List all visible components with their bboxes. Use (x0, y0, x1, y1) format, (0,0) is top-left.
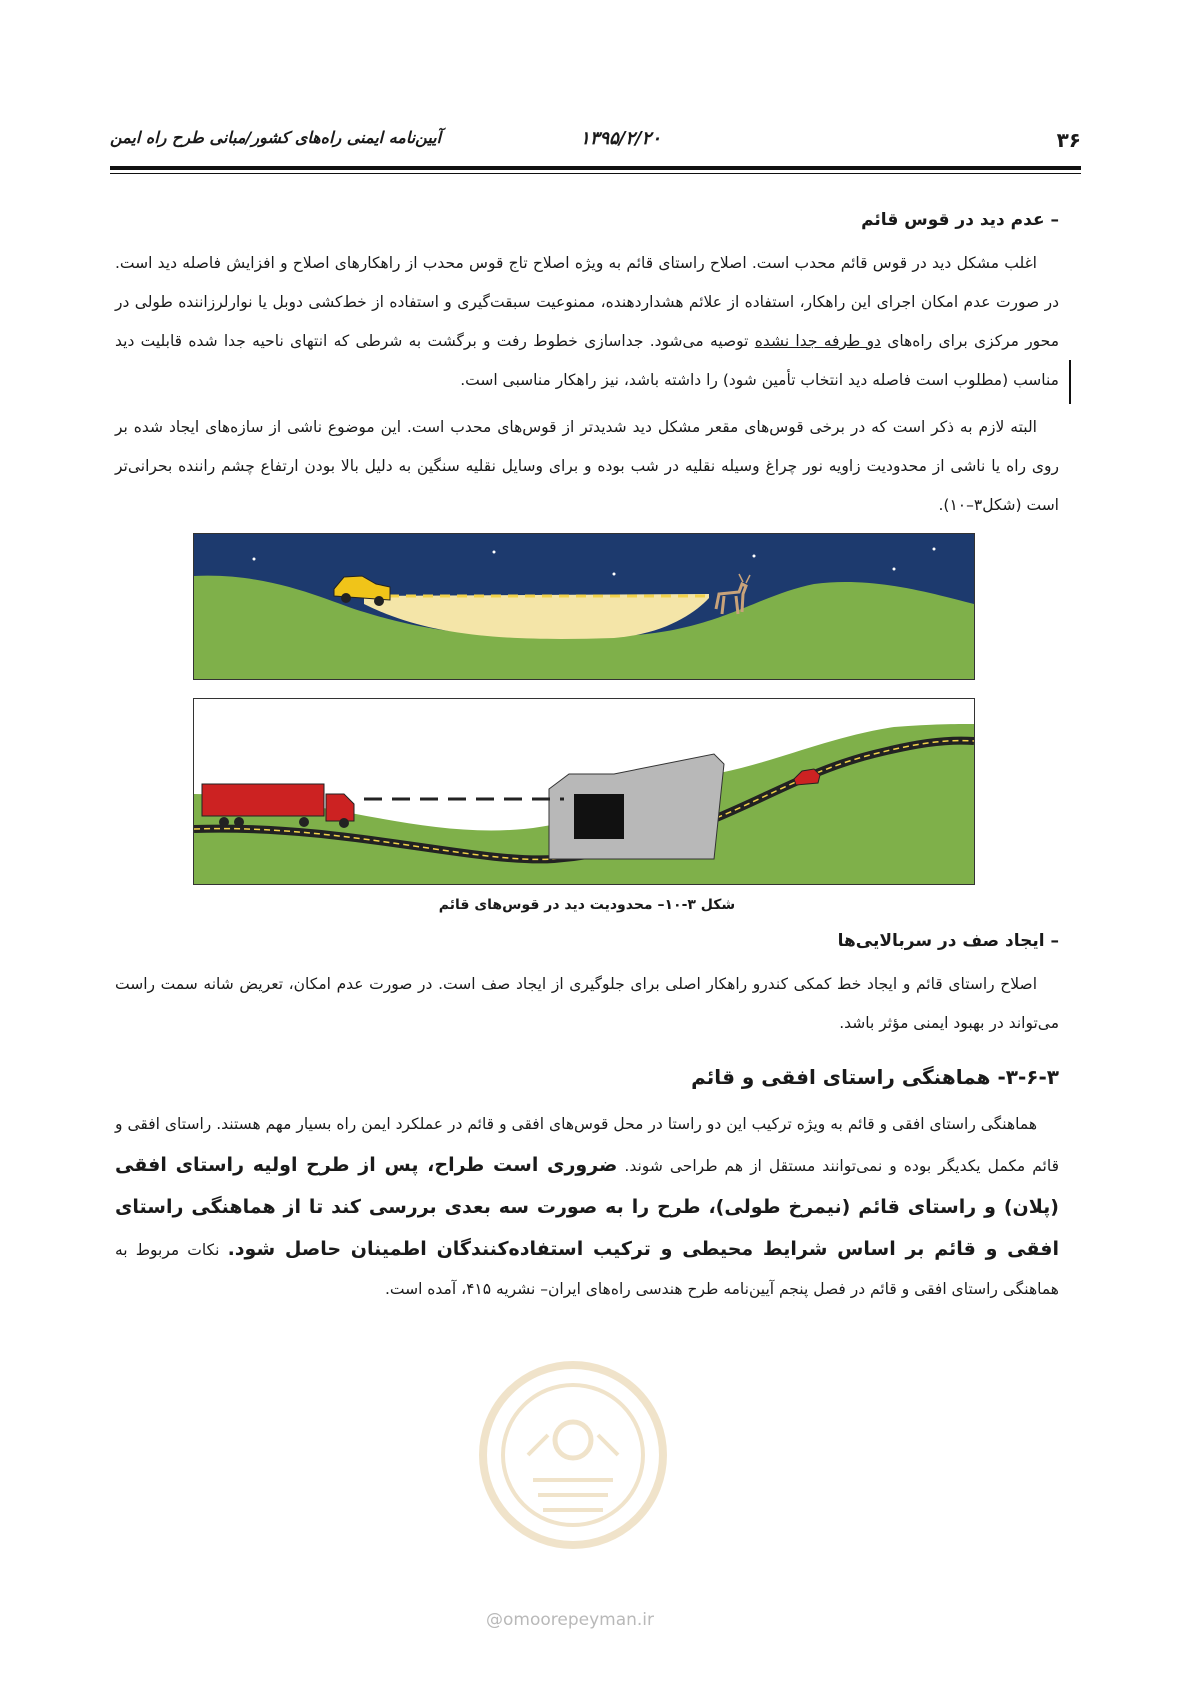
header-rule-thick (110, 166, 1081, 170)
header-title: آیین‌نامه ایمنی راه‌های کشور/مبانی طرح راه ایمن (110, 128, 442, 147)
section-heading-vertical-curve-sight: – عدم دید در قوس قائم (861, 210, 1059, 230)
paragraph: البته لازم به ذکر است که در برخی قوس‌های مقعر مشکل دید شدیدتر از قوس‌های محدب است. این موضوع ناشی از سازه‌های ایجاد شده بر روی راه یا ناشی از محدودیت زاویه نور چراغ وسیله نقلیه در شب بوده و برای وسایل نقلیه سنگین به دلیل بالا بودن ارتفاع چشم راننده بحرانی‌تر است (شکل۳–۱۰). (115, 418, 1059, 514)
paragraph (115, 244, 1059, 400)
emphasized-text: ضروری است طراح، پس از طرح اولیه راستای افقی (پلان) و راستای قائم (نیمرخ طولی)، طرح را به صورت سه بعدی بررسی کند تا از هماهنگی راستای افقی و قائم بر اساس شرایط محیطی و ترکیب استفاده‌کنندگان اطمینان حاصل شود. (115, 1154, 1059, 1260)
paragraph-text: توصیه می‌شود. جداسازی خطوط رفت و برگشت به شرطی که انتهای ناحیه جدا شده قابلیت دید مناسب (مطلوب است فاصله دید انتخاب تأمین شود) را داشته باشد، نیز راهکار مناسبی است. (115, 332, 1059, 389)
section-heading-alignment-coordination: ۳-۶-۳- هماهنگی راستای افقی و قائم (691, 1065, 1059, 1089)
watermark-logo (478, 1360, 668, 1550)
page-number: ۳۶ (1056, 128, 1081, 152)
figure-vertical-curve-sight (115, 533, 1059, 885)
section-heading-uphill-queue: – ایجاد صف در سربالایی‌ها (837, 931, 1059, 951)
header-date: ۱۳۹۵/۲/۲۰ (580, 128, 661, 149)
footer-url: @omoorepeyman.ir (485, 1610, 655, 1630)
paragraph-text: هماهنگی راستای افقی و قائم به ویژه ترکیب این دو راستا در محل قوس‌های افقی و قائم در عملکرد ایمن راه بسیار مهم هستند. راستای افقی و قائم مکمل یکدیگر بوده و نمی‌توانند مستقل از هم طراحی شوند. (115, 1115, 1059, 1175)
margin-change-bar (1069, 360, 1071, 404)
page-content (115, 210, 1059, 1317)
paragraph: اصلاح راستای قائم و ایجاد خط کمکی کندرو راهکار اصلی برای جلوگیری از ایجاد صف است. در صورت عدم امکان، تعریض شانه سمت راست می‌تواند در بهبود ایمنی مؤثر باشد. (115, 975, 1059, 1032)
underpass-truck-illustration (193, 698, 975, 885)
header-rule-thin (110, 173, 1081, 174)
paragraph (115, 1105, 1059, 1309)
paragraph-text: اغلب مشکل دید در قوس قائم محدب است. اصلاح راستای قائم به ویژه اصلاح تاج قوس محدب از راهکارهای اصلاح و افزایش فاصله دید است. در صورت عدم امکان اجرای این راهکار، استفاده از علائم هشداردهنده، ممنوعیت سبقت‌گیری و استفاده از خط‌کشی دوبل یا نوارلرزاننده طولی در محور مرکزی برای راه‌های (115, 254, 1059, 350)
figure-caption: شکل ۳-۱۰– محدودیت دید در قوس‌های قائم (438, 897, 736, 913)
page-header (110, 128, 1081, 158)
paragraph-text: نکات مربوط به هماهنگی راستای افقی و قائم در فصل پنجم آیین‌نامه طرح هندسی راه‌های ایران– نشریه ۴۱۵، آمده است. (115, 1241, 1059, 1298)
underlined-text: دو طرفه جدا نشده (754, 332, 881, 350)
night-sag-curve-illustration (193, 533, 975, 680)
